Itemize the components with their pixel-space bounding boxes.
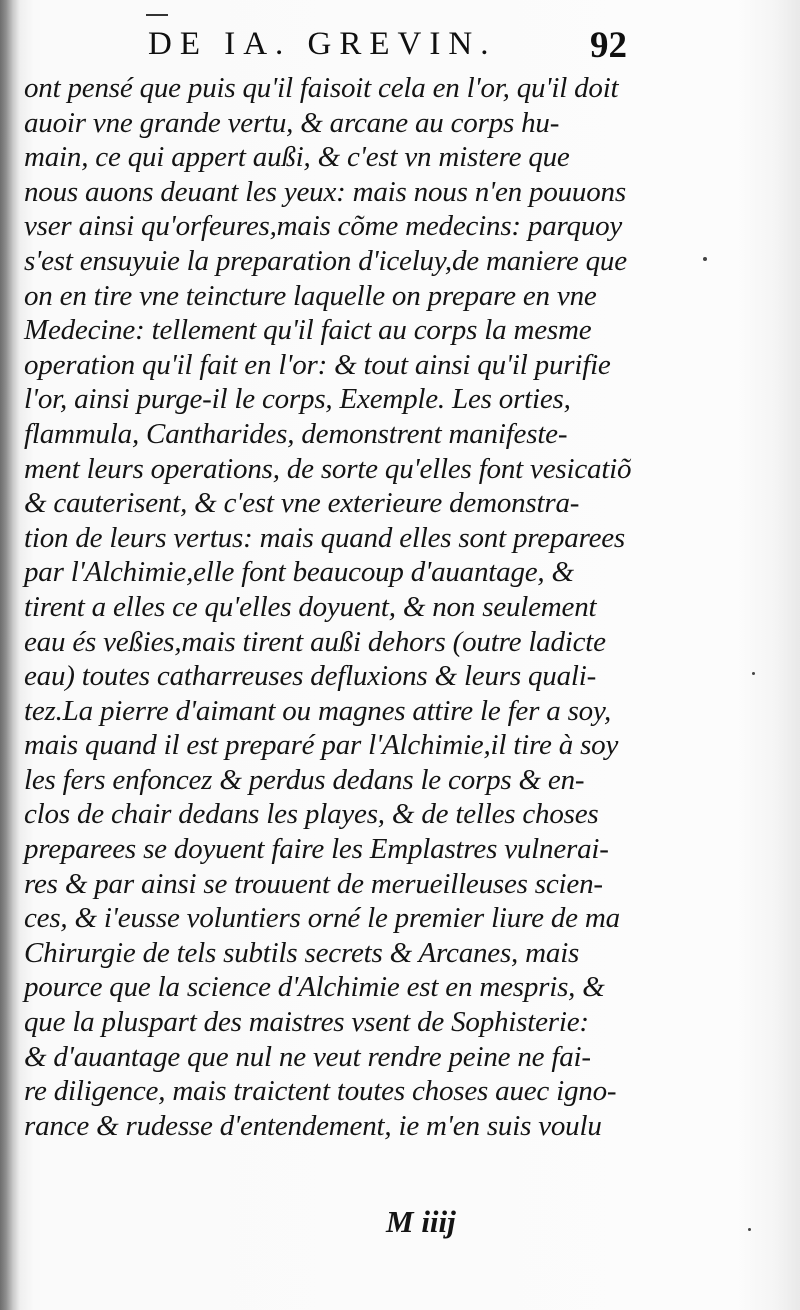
text-line: preparees se doyuent faire les Emplastres vulnerai-	[24, 833, 609, 866]
text-line: Medecine: tellement qu'il faict au corps la mesme	[24, 314, 592, 347]
margin-speck	[752, 672, 755, 675]
running-title: DE IA. GREVIN.	[148, 26, 497, 62]
text-line: vser ainsi qu'orfeures,mais cõme medecins: parquoy	[24, 210, 623, 243]
text-line: par l'Alchimie,elle font beaucoup d'auantage, &	[24, 556, 574, 589]
text-line: re diligence, mais traictent toutes choses auec igno-	[24, 1075, 617, 1108]
text-line: eau) toutes catharreuses defluxions & leurs quali-	[24, 660, 597, 693]
text-line: operation qu'il fait en l'or: & tout ainsi qu'il purifie	[24, 348, 611, 381]
text-line: mais quand il est preparé par l'Alchimie,il tire à soy	[24, 729, 619, 762]
text-line: nous auons deuant les yeux: mais nous n'en pouuons	[24, 175, 626, 208]
text-line: clos de chair dedans les playes, & de telles choses	[24, 798, 599, 831]
signature-mark: M iiij	[386, 1204, 456, 1239]
text-line: ces, & i'eusse voluntiers orné le premier liure de ma	[24, 902, 620, 935]
page-fore-edge	[738, 0, 800, 1310]
text-line: ment leurs operations, de sorte qu'elles font vesicatiõ	[24, 452, 632, 485]
text-line: ont pensé que puis qu'il faisoit cela en l'or, qu'il doit	[24, 72, 619, 104]
text-line: les fers enfoncez & perdus dedans le corps & en-	[24, 763, 585, 796]
text-line: auoir vne grande vertu, & arcane au corps hu-	[24, 106, 560, 139]
text-line: Chirurgie de tels subtils secrets & Arcanes, mais	[24, 936, 580, 969]
margin-speck	[748, 1228, 751, 1231]
text-line: on en tire vne teincture laquelle on prepare en vne	[24, 279, 597, 312]
text-line: pource que la science d'Alchimie est en mespris, &	[24, 971, 605, 1004]
text-line: & cauterisent, & c'est vne exterieure demonstra-	[24, 487, 580, 520]
text-line: tirent a elles ce qu'elles doyuent, & non seulement	[24, 590, 597, 623]
text-line: que la pluspart des maistres vsent de Sophisterie:	[24, 1006, 589, 1039]
text-line: main, ce qui appert außi, & c'est vn mistere que	[24, 141, 570, 174]
body-text	[24, 71, 636, 1143]
text-line: l'or, ainsi purge-il le corps, Exemple. Les orties,	[24, 383, 571, 416]
page-header	[0, 26, 800, 66]
text-line: & d'auantage que nul ne veut rendre peine ne fai-	[24, 1040, 591, 1073]
printers-rule-mark	[146, 14, 168, 19]
text-line: tion de leurs vertus: mais quand elles sont preparees	[24, 521, 626, 554]
text-line: tez.La pierre d'aimant ou magnes attire le fer a soy,	[24, 694, 612, 727]
text-line: rance & rudesse d'entendement, ie m'en suis voulu	[24, 1109, 602, 1142]
text-line: res & par ainsi se trouuent de merueilleuses scien-	[24, 867, 603, 900]
margin-speck	[703, 257, 707, 261]
text-line: s'est ensuyuie la preparation d'iceluy,de maniere que	[24, 244, 627, 277]
page-number: 92	[590, 25, 627, 66]
text-line: eau és veßies,mais tirent außi dehors (outre ladicte	[24, 625, 606, 658]
text-line: flammula, Cantharides, demonstrent manifeste-	[24, 417, 568, 450]
